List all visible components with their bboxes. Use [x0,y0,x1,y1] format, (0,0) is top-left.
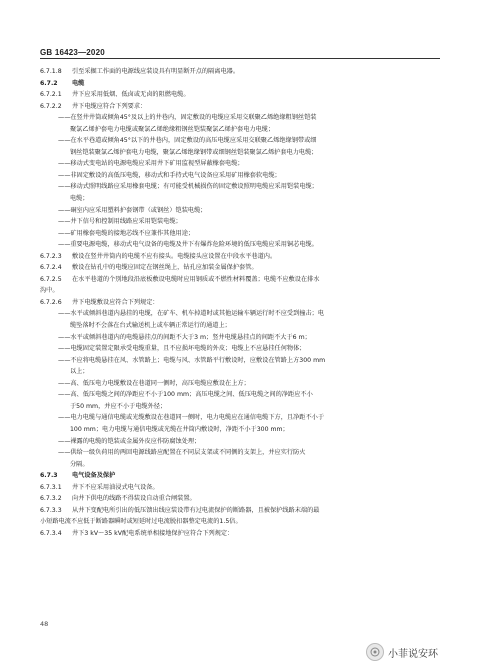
clause-text: 于50 mm，并应不小于电缆外径； [70,402,167,410]
section-heading [40,470,444,482]
clause-text: ——电力电缆与通信电缆或光缆敷设在巷道同一侧时，电力电缆应在通信电缆下方，且净距不小于 [58,414,325,422]
clause-text: 在水平巷道的个别地段沿底板敷设电缆时应用钢质或不燃性材料覆盖；电缆不应敷设在排水 [72,275,320,283]
clause-text: ——水平或倾斜巷道内悬挂的电缆，在矿车、机车掉道时或其他运输车辆运行时不应受到撞击；电 [58,310,325,318]
list-bullet [40,170,444,182]
clause-number: 6.7.2.2 [40,102,62,110]
clause-number: 6.7.2.5 [40,275,62,283]
list-bullet [40,332,444,344]
clause-number: 6.7.3 [40,472,58,480]
clause-text: 聚氯乙烯护套电力电缆或聚氯乙烯绝缘粗钢丝铠装聚氯乙烯护套电力电缆； [70,125,275,133]
clause-text: ——移动式照明线路应采用橡套电缆；有可能受机械损伤的固定敷设照明电缆应采用铠装电缆； [58,183,318,191]
clause-text: ——在竖井井筒或倾角45°及以上的井巷内，固定敷设的电缆应采用交联聚乙烯绝缘粗钢丝铠装 [58,114,317,122]
clause-item [40,482,444,494]
clause-text: ——硐室内应采用塑料护套钢带（或钢丝）铠装电缆； [58,206,207,214]
clause-text: 井下3 kV～35 kV配电系统单相接地保护应符合下列规定： [72,529,234,537]
section-title: 电气设备及保护 [72,472,116,480]
list-bullet [40,355,444,367]
clause-text: ——井下信号和控制用线路应采用铠装电缆； [58,218,182,226]
clause-text: ——水平或倾斜巷道内的电缆悬挂点的间距不大于3 m；竖井电缆悬挂点的间距不大于6 m； [58,333,311,341]
clause-item [40,297,444,309]
clause-item [40,89,444,101]
header-divider [40,58,440,59]
list-bullet [40,135,444,147]
section-title: 电缆 [72,79,85,87]
list-bullet [40,412,444,424]
clause-text: ——非固定敷设的高低压电缆，移动式和手持式电气设备应采用矿用橡套软电缆； [58,171,281,179]
clause-text: 井下电缆应符合下列要求： [72,102,147,110]
clause-text: ——在水平巷道或倾角45°以下的井巷内，固定敷设的高压电缆应采用交联聚乙烯绝缘钢带或细 [58,137,317,145]
text-continuation [40,193,444,205]
clause-text: 电缆； [70,195,89,203]
text-continuation [40,124,444,136]
clause-text: ——重要电源电缆，移动式电气设备的电缆及井下有爆炸危险环境的低压电缆应采用铜芯电缆。 [58,241,318,249]
clause-text: 100 mm；电力电缆与通信电缆或光缆在井筒内敷设时，净距不小于300 mm； [70,425,289,433]
page-number: 48 [40,620,49,628]
text-continuation [40,401,444,413]
clause-number: 6.7.2.3 [40,252,62,260]
clause-text: 分隔。 [70,460,89,468]
clause-text: 缆坠落时不会落在台式输送机上或车辆正常运行的通道上； [70,322,231,330]
clause-item [40,528,444,540]
text-continuation [40,147,444,159]
clause-text: 以上； [70,368,89,376]
clause-text: 井下应采用低烟、低卤或无卤的阻燃电缆。 [72,91,190,99]
clause-number: 6.7.3.2 [40,495,62,503]
document-body [40,66,444,539]
clause-text: 钢丝铠装聚氯乙烯护套电力电缆，聚氯乙烯绝缘钢带或细钢丝铠装聚氯乙烯护套电力电缆； [70,148,318,156]
clause-number: 6.7.2.1 [40,91,62,99]
list-bullet [40,158,444,170]
list-bullet [40,205,444,217]
text-continuation [40,516,444,528]
clause-item [40,66,444,78]
clause-text: 向井下供电的线路不得装设自动重合闸装置。 [72,495,196,503]
list-bullet [40,181,444,193]
clause-text: ——高、低压电力电缆敷设在巷道同一侧时，高压电缆应敷设在上方； [58,379,250,387]
list-bullet [40,308,444,320]
list-bullet [40,228,444,240]
list-bullet [40,239,444,251]
clause-item [40,505,444,517]
clause-number: 6.7.3.4 [40,529,62,537]
wechat-account-avatar-icon [366,643,384,661]
text-continuation [40,366,444,378]
text-continuation [40,320,444,332]
clause-text: ——移动式变电站的电源电缆应采用井下矿用监视型屏蔽橡套电缆； [58,160,244,168]
clause-text: ——高、低压电缆之间的净距应不小于100 mm；高压电缆之间、低压电缆之间的净距应不小 [58,391,313,399]
list-bullet [40,343,444,355]
clause-number: 6.7.1.8 [40,68,62,75]
clause-number: 6.7.2.4 [40,264,62,272]
watermark [366,643,438,661]
clause-text: 敷设在钻孔中的电缆应固定在钢丝绳上，钻孔应加装金属保护套管。 [72,264,258,272]
list-bullet [40,447,444,459]
clause-text: ——不应将电缆悬挂在风、水管路上；电缆与风、水管路平行敷设时，应敷设在管路上方300 mm [58,356,326,364]
clause-text: ——电缆固定装置定限承受电缆重量，且不应损坏电缆的外皮；电缆上不应悬挂任何物体； [58,345,306,353]
list-bullet [40,389,444,401]
list-bullet [40,112,444,124]
clause-text: ——供给一级负荷用的两回电源线路应配置在不同层支架或不同侧的支架上，并应实行防火 [58,449,306,457]
watermark-text: 小菲说安环 [388,648,438,660]
clause-text: ——裸露的电缆的铠装或金属外皮应作防腐蚀处理； [58,437,201,445]
text-continuation [40,459,444,471]
clause-item [40,274,444,286]
list-bullet [40,216,444,228]
text-continuation [40,285,444,297]
list-bullet [40,436,444,448]
clause-text: 井下电缆敷设应符合下列规定： [72,298,159,306]
clause-item [40,262,444,274]
clause-number: 6.7.3.3 [40,506,62,514]
clause-item [40,251,444,263]
clause-text: 小短路电流不应低于断路器瞬时或短延时过电流脱扣器整定电流的1.5倍。 [40,518,242,526]
clause-number: 6.7.3.1 [40,483,62,491]
clause-item [40,101,444,113]
standard-code-header: GB 16423—2020 [40,48,105,57]
list-bullet [40,378,444,390]
section-heading [40,78,444,90]
clause-text: 敷设在竖井井筒内的电缆不应有接头。电缆接头应设置在中段水平巷道内。 [72,252,277,260]
clause-text: ——矿用橡套电缆的接地芯线不应兼作其他用途； [58,229,195,237]
clause-text: 沟中。 [40,287,59,295]
clause-number: 6.7.2.6 [40,298,62,306]
clause-item [40,493,444,505]
clause-number: 6.7.2 [40,79,58,87]
clause-text: 从井下变配电所引出的低压馈出线应装设带有过电流保护的断路器，且被保护线路末端的最 [72,506,320,514]
text-continuation [40,424,444,436]
clause-text: 井下不应采用油浸式电气设备。 [72,483,159,491]
clause-text: 引至采掘工作面的电源线应装设具有明显断开点的隔离电器。 [72,68,240,75]
